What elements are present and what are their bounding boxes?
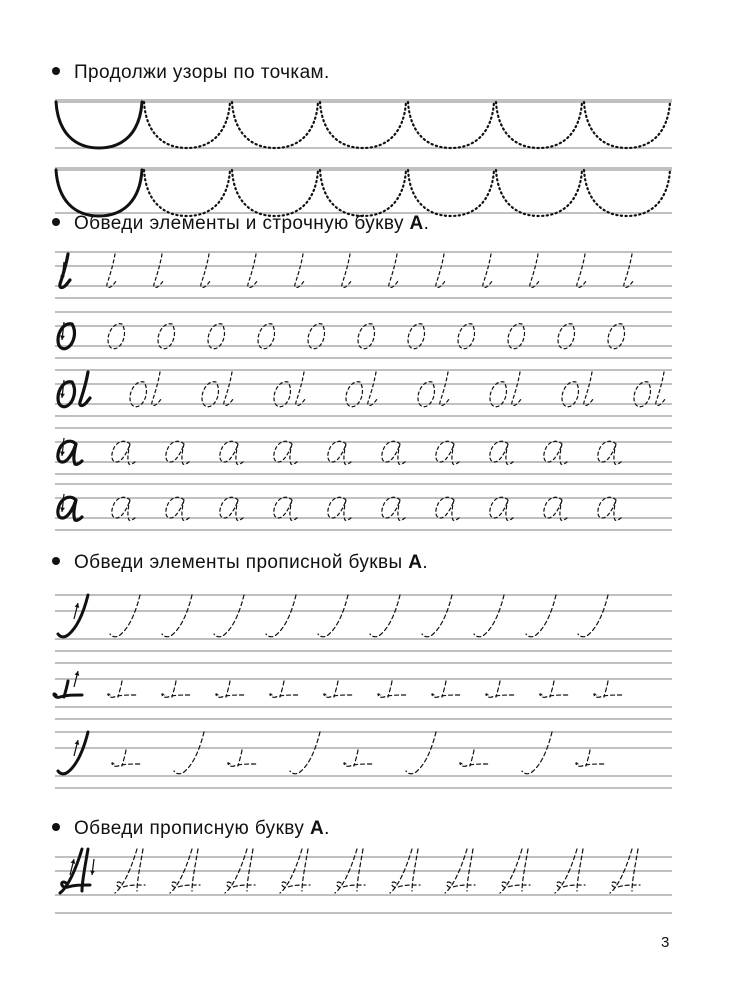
traced-hook-stroke <box>624 254 634 288</box>
traced-oval-stroke <box>558 324 574 349</box>
traced-a-stroke <box>490 441 514 464</box>
dotted-arch <box>144 170 230 216</box>
arch-pattern-row <box>56 102 670 148</box>
traced-a-stroke <box>112 497 136 520</box>
sample-slant-stroke <box>58 595 88 637</box>
traced-cross-stroke <box>486 681 514 697</box>
traced-oval-stroke <box>608 324 624 349</box>
sample-arch <box>56 102 142 148</box>
traced-oval-stroke <box>130 382 146 407</box>
traced-slant-stroke <box>370 595 400 637</box>
traced-slant-stroke <box>110 595 140 637</box>
instruction-2: Обведи элементы и строчную букву А. <box>52 213 429 235</box>
traced-cross-stroke <box>344 750 372 766</box>
traced-a-stroke <box>382 441 406 464</box>
instruction-letter: А <box>409 213 424 234</box>
traced-hook-stroke <box>248 254 258 288</box>
instruction-letter: А <box>309 818 325 839</box>
traced-slant-stroke <box>266 595 296 637</box>
capital-element-row <box>58 595 608 637</box>
traced-cross-stroke <box>270 681 298 697</box>
instruction-4: Обведи прописную букву А. <box>52 818 330 840</box>
traced-a-stroke <box>274 497 298 520</box>
dotted-arch <box>496 170 582 216</box>
traced-oval-stroke <box>308 324 324 349</box>
traced-slant-stroke <box>422 595 452 637</box>
traced-a-stroke <box>220 497 244 520</box>
traced-slant-stroke <box>214 595 244 637</box>
traced-cross-stroke <box>432 681 460 697</box>
traced-cross-stroke <box>324 681 352 697</box>
dotted-arch <box>584 102 670 148</box>
instruction-text: Обведи элементы и строчную букву <box>74 213 410 234</box>
traced-oval-stroke <box>634 382 650 407</box>
traced-hook-stroke <box>154 254 164 288</box>
traced-a-stroke <box>544 497 568 520</box>
dotted-arch <box>496 102 582 148</box>
traced-hook-stroke <box>530 254 540 288</box>
traced-a-stroke <box>166 497 190 520</box>
traced-a-stroke <box>328 497 352 520</box>
capital-element-row <box>54 671 622 697</box>
traced-slant-stroke <box>522 732 552 774</box>
traced-a-stroke <box>166 441 190 464</box>
traced-hook-stroke <box>342 254 352 288</box>
sample-slant-stroke <box>58 732 88 774</box>
dotted-arch <box>408 170 494 216</box>
traced-hook-stroke <box>295 254 305 288</box>
traced-slant-stroke <box>162 595 192 637</box>
traced-oval-stroke <box>208 324 224 349</box>
instruction-text: Продолжи узоры по точкам. <box>74 62 330 83</box>
traced-oval-stroke <box>458 324 474 349</box>
traced-a-stroke <box>598 441 622 464</box>
sample-arch <box>56 170 142 216</box>
traced-oval-stroke <box>562 382 578 407</box>
lowercase-row <box>60 254 634 288</box>
traced-cross-stroke <box>576 750 604 766</box>
traced-slant-stroke <box>406 732 436 774</box>
traced-hook-stroke <box>389 254 399 288</box>
traced-slant-stroke <box>578 595 608 637</box>
traced-oval-stroke <box>408 324 424 349</box>
traced-hook-stroke <box>296 372 306 406</box>
traced-hook-stroke <box>483 254 493 288</box>
traced-a-stroke <box>544 441 568 464</box>
traced-hook-stroke <box>436 254 446 288</box>
dotted-arch <box>584 170 670 216</box>
dotted-arch <box>232 102 318 148</box>
traced-cross-stroke <box>108 681 136 697</box>
dotted-arch <box>320 170 406 216</box>
traced-cross-stroke <box>162 681 190 697</box>
traced-hook-stroke <box>152 372 162 406</box>
traced-a-stroke <box>220 441 244 464</box>
traced-hook-stroke <box>656 372 666 406</box>
traced-oval-stroke <box>508 324 524 349</box>
arch-pattern-row <box>56 170 670 216</box>
traced-a-stroke <box>598 497 622 520</box>
traced-cross-stroke <box>540 681 568 697</box>
traced-hook-stroke <box>224 372 234 406</box>
traced-cross-stroke <box>460 750 488 766</box>
traced-hook-stroke <box>512 372 522 406</box>
traced-oval-stroke <box>418 382 434 407</box>
traced-hook-stroke <box>201 254 211 288</box>
traced-slant-stroke <box>526 595 556 637</box>
traced-oval-stroke <box>490 382 506 407</box>
traced-a-stroke <box>490 497 514 520</box>
traced-cross-stroke <box>378 681 406 697</box>
instruction-letter: А <box>408 552 423 573</box>
traced-oval-stroke <box>108 324 124 349</box>
page-number: 3 <box>661 934 670 951</box>
bullet-icon <box>52 218 60 226</box>
traced-oval-stroke <box>358 324 374 349</box>
traced-a-stroke <box>274 441 298 464</box>
traced-a-stroke <box>382 497 406 520</box>
traced-oval-stroke <box>258 324 274 349</box>
traced-a-stroke <box>436 497 460 520</box>
traced-slant-stroke <box>290 732 320 774</box>
traced-hook-stroke <box>584 372 594 406</box>
sample-hook-stroke <box>60 254 70 288</box>
sample-cross-stroke <box>54 681 82 697</box>
traced-cross-stroke <box>112 750 140 766</box>
traced-slant-stroke <box>318 595 348 637</box>
traced-oval-stroke <box>202 382 218 407</box>
bullet-icon <box>52 67 60 75</box>
traced-slant-stroke <box>174 732 204 774</box>
dotted-arch <box>408 102 494 148</box>
traced-hook-stroke <box>440 372 450 406</box>
traced-oval-stroke <box>158 324 174 349</box>
bullet-icon <box>52 557 60 565</box>
sample-hook-stroke <box>80 372 90 406</box>
instruction-3: Обведи элементы прописной буквы А. <box>52 552 428 574</box>
dotted-arch <box>144 102 230 148</box>
instruction-text: Обведи элементы прописной буквы <box>74 552 409 573</box>
instruction-text: Обведи прописную букву <box>74 818 310 839</box>
capital-element-row <box>58 732 604 774</box>
dotted-arch <box>232 170 318 216</box>
traced-oval-stroke <box>346 382 362 407</box>
traced-hook-stroke <box>107 254 117 288</box>
traced-cross-stroke <box>594 681 622 697</box>
traced-a-stroke <box>112 441 136 464</box>
dotted-arch <box>320 102 406 148</box>
traced-oval-stroke <box>274 382 290 407</box>
traced-a-stroke <box>436 441 460 464</box>
traced-hook-stroke <box>368 372 378 406</box>
traced-cross-stroke <box>216 681 244 697</box>
traced-slant-stroke <box>474 595 504 637</box>
traced-a-stroke <box>328 441 352 464</box>
traced-hook-stroke <box>577 254 587 288</box>
lowercase-row <box>58 372 666 407</box>
traced-cross-stroke <box>228 750 256 766</box>
instruction-1 <box>52 62 330 84</box>
bullet-icon <box>52 823 60 831</box>
